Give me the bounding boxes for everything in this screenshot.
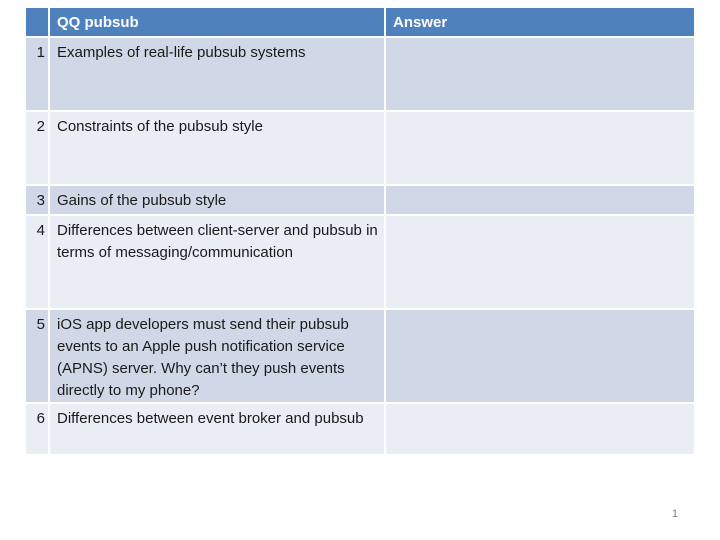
row-number: 3	[25, 185, 49, 215]
header-number-cell	[25, 7, 49, 37]
answer-cell[interactable]	[385, 111, 695, 185]
question-cell: Constraints of the pubsub style	[49, 111, 385, 185]
table-row	[25, 309, 695, 403]
row-number: 5	[25, 309, 49, 403]
header-question-cell	[49, 7, 385, 37]
table-row	[25, 215, 695, 309]
row-number: 2	[25, 111, 49, 185]
row-number: 4	[25, 215, 49, 309]
question-cell: Gains of the pubsub style	[49, 185, 385, 215]
question-cell: Examples of real-life pubsub systems	[49, 37, 385, 111]
header-answer-cell	[385, 7, 695, 37]
question-cell: Differences between client-server and pubsub in terms of messaging/communication	[49, 215, 385, 309]
answer-cell[interactable]	[385, 403, 695, 455]
qq-table	[24, 6, 696, 456]
answer-cell[interactable]	[385, 37, 695, 111]
table-row	[25, 185, 695, 215]
header-answer-label: Answer	[393, 13, 448, 31]
header-question-label: QQ pubsub	[57, 13, 139, 31]
table-row	[25, 403, 695, 455]
table-row	[25, 37, 695, 111]
answer-cell[interactable]	[385, 185, 695, 215]
answer-cell[interactable]	[385, 309, 695, 403]
table-row	[25, 111, 695, 185]
page-number: 1	[671, 508, 678, 520]
row-number: 1	[25, 37, 49, 111]
table-header-row	[25, 7, 695, 37]
question-cell: Differences between event broker and pubsub	[49, 403, 385, 455]
answer-cell[interactable]	[385, 215, 695, 309]
row-number: 6	[25, 403, 49, 455]
question-cell: iOS app developers must send their pubsub events to an Apple push notification service (APNS) server. Why can’t they push events directly to my phone?	[49, 309, 385, 403]
